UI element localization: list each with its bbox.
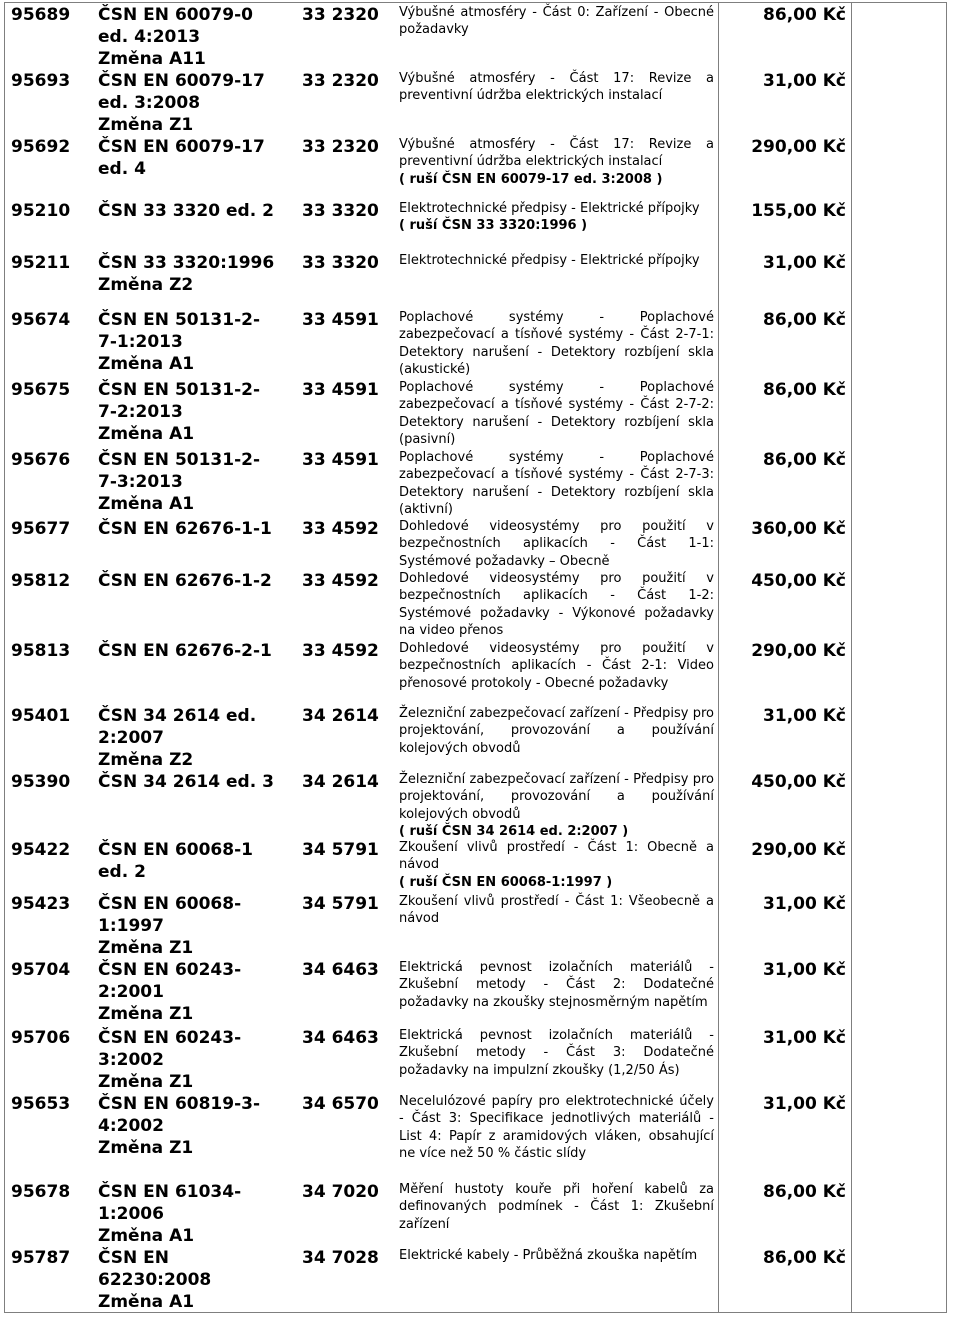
classification-code: 33 4591	[302, 450, 379, 470]
price: 290,00 Kč	[751, 137, 846, 157]
standard-line: ČSN EN 60243-	[98, 1028, 242, 1048]
classification-code: 33 2320	[302, 137, 379, 157]
title-text: Elektrotechnické předpisy - Elektrické přípojky	[399, 253, 700, 268]
standard-title	[399, 893, 714, 928]
standard-line: Změna Z2	[98, 750, 194, 770]
catalog-number: 95675	[11, 380, 71, 400]
price: 86,00 Kč	[763, 5, 846, 25]
standard-designation	[98, 640, 308, 662]
standard-line: ČSN EN 62676-2-1	[98, 641, 272, 661]
standard-line: ČSN EN 60079-17	[98, 137, 265, 157]
standard-line: ČSN EN 60068-1	[98, 840, 253, 860]
replaces-note: ( ruší ČSN 33 3320:1996 )	[399, 218, 588, 234]
standard-designation	[98, 518, 308, 540]
standard-designation	[98, 705, 294, 771]
title-text: Měření hustoty kouře při hoření kabelů za definovaných podmínek - Část 1: Zkušební zařízení	[399, 1182, 714, 1232]
standard-line: Změna A1	[98, 494, 195, 514]
standard-designation	[98, 1027, 294, 1093]
standard-title	[399, 1181, 714, 1233]
standard-title	[399, 1247, 714, 1264]
standard-line: ČSN 33 3320 ed. 2	[98, 201, 274, 221]
standard-designation	[98, 839, 294, 883]
standard-line: 7-2:2013	[98, 402, 183, 422]
standard-line: ČSN EN 60243-	[98, 960, 242, 980]
price: 31,00 Kč	[763, 706, 846, 726]
standard-line: Změna Z2	[98, 275, 194, 295]
column-divider	[851, 2, 852, 1313]
standard-title	[399, 1027, 714, 1079]
standard-line: Změna A1	[98, 1226, 195, 1246]
price: 290,00 Kč	[751, 840, 846, 860]
standard-title	[399, 705, 714, 757]
title-text: Výbušné atmosféry - Část 17: Revize a preventivní údržba elektrických instalací	[399, 137, 714, 170]
price: 31,00 Kč	[763, 253, 846, 273]
standard-line: ČSN EN 60819-3-	[98, 1094, 261, 1114]
standard-designation	[98, 252, 294, 296]
standard-designation	[98, 379, 294, 445]
catalog-number: 95812	[11, 571, 71, 591]
standard-line: ČSN EN 60079-0	[98, 5, 253, 25]
standard-title	[399, 640, 714, 692]
price: 360,00 Kč	[751, 519, 846, 539]
standard-line: 7-1:2013	[98, 332, 183, 352]
standard-title	[399, 1093, 714, 1163]
standard-designation	[98, 136, 294, 180]
title-text: Dohledové videosystémy pro použití v bezpečnostních aplikacích - Část 1-2: Systémové požadavky - Výkonové požadavky na video přenos	[399, 571, 714, 639]
title-text: Zkoušení vlivů prostředí - Část 1: Všeobecně a návod	[399, 894, 714, 927]
standard-designation	[98, 771, 308, 793]
classification-code: 33 4592	[302, 519, 379, 539]
title-text: Výbušné atmosféry - Část 0: Zařízení - Obecné požadavky	[399, 5, 714, 38]
standard-line: 1:2006	[98, 1204, 164, 1224]
classification-code: 33 4591	[302, 310, 379, 330]
classification-code: 34 7020	[302, 1182, 379, 1202]
standard-title	[399, 4, 714, 39]
standard-line: ed. 4:2013	[98, 27, 201, 47]
standard-line: ČSN EN 60068-	[98, 894, 242, 914]
catalog-number: 95653	[11, 1094, 71, 1114]
standard-line: ČSN 34 2614 ed. 3	[98, 772, 274, 792]
standard-designation	[98, 1093, 294, 1159]
catalog-number: 95211	[11, 253, 71, 273]
standard-line: Změna A1	[98, 354, 195, 374]
standard-designation	[98, 570, 308, 592]
catalog-number: 95401	[11, 706, 71, 726]
standard-designation	[98, 959, 294, 1025]
classification-code: 33 2320	[302, 5, 379, 25]
classification-code: 33 3320	[302, 253, 379, 273]
title-text: Železniční zabezpečovací zařízení - Předpisy pro projektování, provozování a používání kolejových obvodů	[399, 706, 714, 756]
catalog-number: 95423	[11, 894, 71, 914]
standard-line: Změna Z1	[98, 1138, 194, 1158]
standard-line: Změna A11	[98, 49, 206, 69]
price: 155,00 Kč	[751, 201, 846, 221]
title-text: Necelulózové papíry pro elektrotechnické účely - Část 3: Specifikace jednotlivých materiálů - List 4: Papír z aramidových vláken, obsahující ne více než 50 % částic slídy	[399, 1094, 714, 1162]
title-text: Elektrická pevnost izolačních materiálů - Zkušební metody - Část 2: Dodatečné požadavky na zkoušky stejnosměrným napětím	[399, 960, 714, 1010]
catalog-number: 95693	[11, 71, 71, 91]
price: 450,00 Kč	[751, 571, 846, 591]
standard-line: ČSN EN 62676-1-1	[98, 519, 272, 539]
replaces-note: ( ruší ČSN EN 60068-1:1997 )	[399, 874, 613, 890]
standard-line: 2:2007	[98, 728, 164, 748]
title-text: Železniční zabezpečovací zařízení - Předpisy pro projektování, provozování a používání kolejových obvodů	[399, 772, 714, 822]
standard-title	[399, 771, 714, 841]
replaces-note: ( ruší ČSN 34 2614 ed. 2:2007 )	[399, 824, 629, 840]
standard-designation	[98, 1181, 294, 1247]
standard-line: ed. 2	[98, 862, 146, 882]
price: 86,00 Kč	[763, 310, 846, 330]
standard-line: ČSN EN	[98, 1248, 170, 1268]
catalog-number: 95678	[11, 1182, 71, 1202]
catalog-number: 95677	[11, 519, 71, 539]
classification-code: 33 2320	[302, 71, 379, 91]
standard-line: Změna Z1	[98, 938, 194, 958]
standard-title	[399, 839, 714, 891]
title-text: Poplachové systémy - Poplachové zabezpečovací a tísňové systémy - Část 2-7-2: Detektory narušení - Detektory rozbíjení skla (pasivní)	[399, 380, 714, 448]
catalog-number: 95674	[11, 310, 71, 330]
standard-line: ČSN EN 50131-2-	[98, 450, 261, 470]
standard-title	[399, 959, 714, 1011]
price: 31,00 Kč	[763, 1028, 846, 1048]
price: 290,00 Kč	[751, 641, 846, 661]
standard-line: ČSN EN 60079-17	[98, 71, 265, 91]
price: 86,00 Kč	[763, 1248, 846, 1268]
standard-title	[399, 252, 714, 269]
standard-line: ČSN EN 62676-1-2	[98, 571, 272, 591]
title-text: Výbušné atmosféry - Část 17: Revize a preventivní údržba elektrických instalací	[399, 71, 714, 104]
catalog-number: 95390	[11, 772, 71, 792]
catalog-number: 95706	[11, 1028, 71, 1048]
standard-line: 3:2002	[98, 1050, 164, 1070]
catalog-number: 95422	[11, 840, 71, 860]
standard-line: Změna Z1	[98, 1072, 194, 1092]
standard-line: ČSN 33 3320:1996	[98, 253, 275, 273]
standard-line: ed. 4	[98, 159, 146, 179]
classification-code: 33 4591	[302, 380, 379, 400]
column-divider	[718, 2, 719, 1313]
standard-title	[399, 70, 714, 105]
standard-line: 62230:2008	[98, 1270, 212, 1290]
catalog-number: 95813	[11, 641, 71, 661]
title-text: Dohledové videosystémy pro použití v bezpečnostních aplikacích - Část 2-1: Video přenosové protokoly - Obecné požadavky	[399, 641, 714, 691]
title-text: Dohledové videosystémy pro použití v bezpečnostních aplikacích - Část 1-1: Systémové požadavky – Obecně	[399, 519, 714, 569]
classification-code: 34 5791	[302, 894, 379, 914]
classification-code: 34 6463	[302, 960, 379, 980]
classification-code: 34 7028	[302, 1248, 379, 1268]
standard-title	[399, 309, 714, 379]
classification-code: 33 4592	[302, 571, 379, 591]
price: 31,00 Kč	[763, 1094, 846, 1114]
standard-line: Změna Z1	[98, 1004, 194, 1024]
classification-code: 34 2614	[302, 706, 379, 726]
classification-code: 33 3320	[302, 201, 379, 221]
price: 450,00 Kč	[751, 772, 846, 792]
classification-code: 33 4592	[302, 641, 379, 661]
standard-title	[399, 518, 714, 570]
classification-code: 34 6463	[302, 1028, 379, 1048]
standard-line: 4:2002	[98, 1116, 164, 1136]
standard-title	[399, 379, 714, 449]
standard-title	[399, 136, 714, 188]
standard-line: 2:2001	[98, 982, 164, 1002]
title-text: Elektrotechnické předpisy - Elektrické přípojky	[399, 201, 700, 216]
standard-designation	[98, 200, 308, 222]
standard-title	[399, 449, 714, 519]
standard-line: 1:1997	[98, 916, 164, 936]
standard-title	[399, 200, 714, 235]
standard-designation	[98, 449, 294, 515]
replaces-note: ( ruší ČSN EN 60079-17 ed. 3:2008 )	[399, 171, 663, 187]
catalog-number: 95210	[11, 201, 71, 221]
catalog-number: 95787	[11, 1248, 71, 1268]
title-text: Zkoušení vlivů prostředí - Část 1: Obecně a návod	[399, 840, 714, 873]
price: 86,00 Kč	[763, 380, 846, 400]
classification-code: 34 2614	[302, 772, 379, 792]
standard-line: ČSN 34 2614 ed.	[98, 706, 257, 726]
catalog-number: 95692	[11, 137, 71, 157]
catalog-number: 95704	[11, 960, 71, 980]
standard-line: 7-3:2013	[98, 472, 183, 492]
title-text: Elektrická pevnost izolačních materiálů - Zkušební metody - Část 3: Dodatečné požadavky na impulzní zkoušky (1,2/50 Ás)	[399, 1028, 714, 1078]
standard-title	[399, 570, 714, 640]
standard-designation	[98, 309, 294, 375]
price: 31,00 Kč	[763, 71, 846, 91]
standard-line: Změna A1	[98, 424, 195, 444]
standard-designation	[98, 893, 294, 959]
standard-designation	[98, 4, 294, 70]
title-text: Poplachové systémy - Poplachové zabezpečovací a tísňové systémy - Část 2-7-3: Detektory narušení - Detektory rozbíjení skla (aktivní)	[399, 450, 714, 518]
price: 86,00 Kč	[763, 450, 846, 470]
price: 31,00 Kč	[763, 960, 846, 980]
classification-code: 34 6570	[302, 1094, 379, 1114]
title-text: Elektrické kabely - Průběžná zkouška napětím	[399, 1248, 698, 1263]
standard-line: Změna A1	[98, 1292, 195, 1312]
price: 86,00 Kč	[763, 1182, 846, 1202]
price: 31,00 Kč	[763, 894, 846, 914]
standard-line: ed. 3:2008	[98, 93, 201, 113]
standard-line: ČSN EN 50131-2-	[98, 380, 261, 400]
catalog-number: 95676	[11, 450, 71, 470]
catalog-number: 95689	[11, 5, 71, 25]
classification-code: 34 5791	[302, 840, 379, 860]
standard-designation	[98, 1247, 294, 1313]
standard-designation	[98, 70, 294, 136]
standard-line: ČSN EN 61034-	[98, 1182, 242, 1202]
standard-line: ČSN EN 50131-2-	[98, 310, 261, 330]
title-text: Poplachové systémy - Poplachové zabezpečovací a tísňové systémy - Část 2-7-1: Detektory narušení - Detektory rozbíjení skla (akustické)	[399, 310, 714, 378]
standard-line: Změna Z1	[98, 115, 194, 135]
